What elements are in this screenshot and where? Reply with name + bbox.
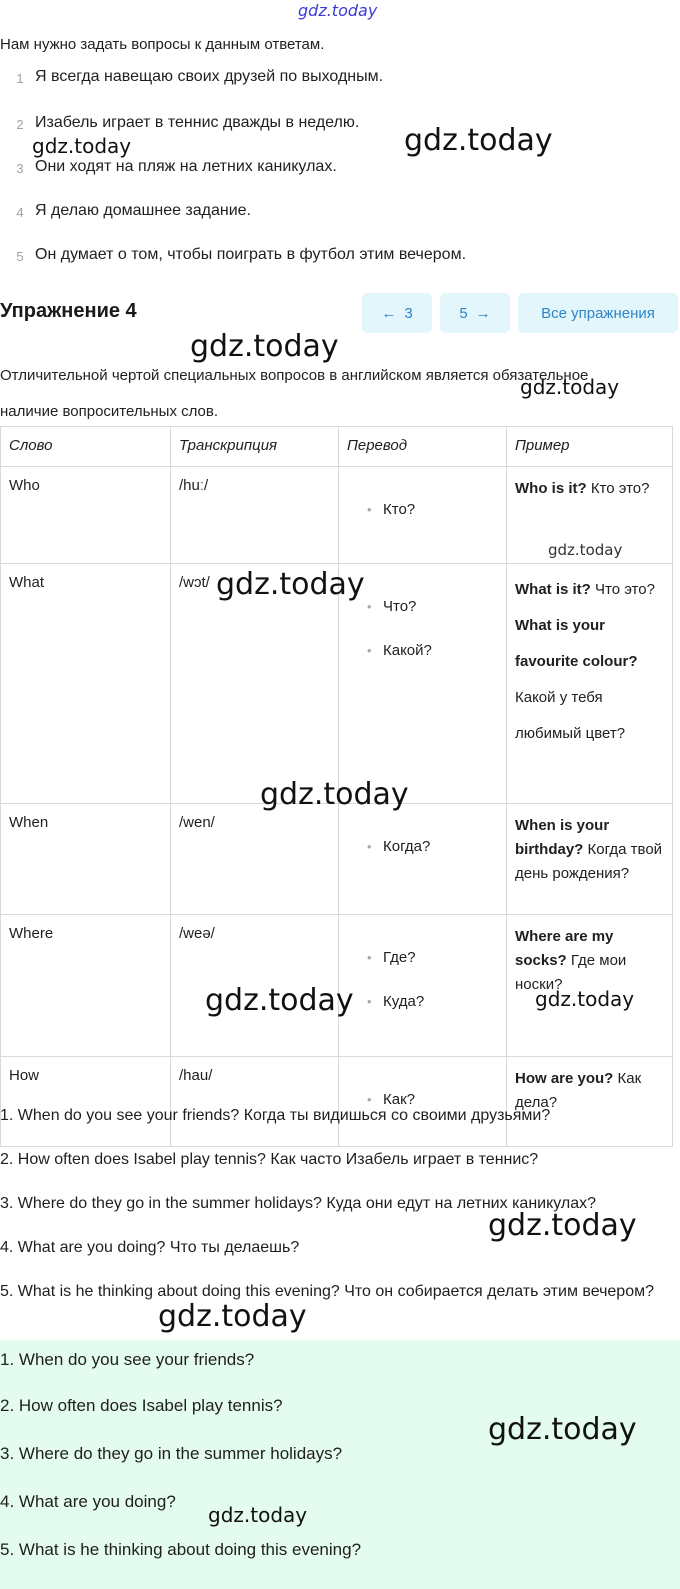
answer-line: 2. How often does Isabel play tennis? — [0, 1396, 283, 1415]
table-header-row — [1, 427, 673, 467]
watermark-text: gdz.today — [548, 541, 623, 559]
answer-line: 5. What is he thinking about doing this evening? Что он собирается делать этим вечером? — [0, 1283, 654, 1300]
answer-line: 1. When do you see your friends? — [0, 1350, 255, 1369]
watermark-text: gdz.today — [520, 375, 620, 399]
transcription-cell: /weə/ — [171, 915, 339, 1057]
next-exercise-label: 5 — [459, 304, 468, 322]
watermark-text: gdz.today — [208, 1503, 308, 1527]
arrow-left-icon: ← — [381, 304, 397, 322]
next-exercise-button[interactable] — [440, 293, 510, 333]
example-translation: Когда твой день рождения? — [515, 841, 663, 882]
transcription-cell: /wɔt/ — [171, 564, 339, 804]
answer-line: 3. Where do they go in the summer holidays? Куда они едут на летних каникулах? — [0, 1195, 597, 1212]
translation-item: • Кто? — [347, 499, 498, 543]
column-header: Слово — [1, 427, 171, 467]
word-cell: When — [1, 804, 171, 915]
watermark-text: gdz.today — [216, 567, 365, 602]
example-translation: Где мои носки? — [515, 952, 627, 993]
arrow-right-icon: → — [475, 304, 491, 322]
prev-exercise-label: 3 — [404, 304, 413, 322]
answer-line: 4. What are you doing? — [0, 1492, 176, 1511]
example-translation: Как дела? — [515, 1070, 642, 1111]
answer-line: 3. Where do they go in the summer holidays? — [0, 1444, 343, 1463]
watermark-text: gdz.today — [32, 134, 132, 158]
example-bold: What is your favourite colour? — [515, 617, 638, 670]
translation-cell — [339, 915, 507, 1057]
list-number: 2 — [16, 117, 24, 132]
example-translation: Что это? — [590, 581, 655, 598]
answers-with-translation — [0, 1094, 680, 1310]
list-text: Они ходят на пляж на летних каникулах. — [35, 158, 337, 175]
translation-item: • Где? — [347, 947, 498, 991]
translation-item: • Куда? — [347, 991, 498, 1035]
answer-line: 2. How often does Isabel play tennis? Как часто Изабель играет в теннис? — [0, 1151, 539, 1168]
example-bold: Who is it? — [515, 480, 587, 497]
example-cell — [507, 915, 673, 1057]
example-cell — [507, 804, 673, 915]
transcription-cell: /wen/ — [171, 804, 339, 915]
word-cell: What — [1, 564, 171, 804]
list-number: 1 — [16, 71, 24, 86]
column-header: Транскрипция — [171, 427, 339, 467]
table-row — [1, 804, 673, 915]
translation-item: • Как? — [347, 1089, 498, 1133]
example-bold: When is your birthday? — [515, 817, 610, 858]
all-exercises-label: Все упражнения — [541, 304, 655, 322]
list-text: Я всегда навещаю своих друзей по выходным. — [35, 68, 384, 85]
list-text: Изабель играет в теннис дважды в неделю. — [35, 114, 360, 131]
list-number: 4 — [16, 205, 24, 220]
all-exercises-button[interactable] — [518, 293, 678, 333]
example-translation: Кто это? — [586, 480, 650, 497]
list-text: Он думает о том, чтобы поиграть в футбол этим вечером. — [35, 246, 467, 263]
column-header: Пример — [507, 427, 673, 467]
answer-box — [0, 1340, 680, 1589]
example-bold: Where are my socks? — [515, 928, 614, 969]
watermark-text: gdz.today — [205, 983, 354, 1018]
word-cell: How — [1, 1057, 171, 1147]
example-translation: Какой у тебя любимый цвет? — [515, 689, 626, 742]
word-cell: Who — [1, 467, 171, 564]
translation-item: • Какой? — [347, 640, 498, 684]
explanation-paragraph: Отличительной чертой специальных вопросов в английском является обязательное наличие вопросительных слов. — [0, 367, 589, 420]
column-header: Перевод — [339, 427, 507, 467]
site-watermark: gdz.today — [298, 1, 378, 20]
watermark-text: gdz.today — [404, 123, 553, 158]
task-intro: Нам нужно задать вопросы к данным ответам. — [0, 36, 325, 53]
watermark-text: gdz.today — [190, 329, 339, 364]
watermark-text: gdz.today — [488, 1412, 637, 1447]
watermark-text: gdz.today — [488, 1208, 637, 1243]
list-text: Я делаю домашнее задание. — [35, 202, 252, 219]
translation-item: • Когда? — [347, 836, 498, 880]
watermark-text: gdz.today — [260, 777, 409, 812]
translation-cell — [339, 804, 507, 915]
word-cell: Where — [1, 915, 171, 1057]
list-number: 3 — [16, 161, 24, 176]
example-bold: How are you? — [515, 1070, 614, 1087]
translation-item: • Что? — [347, 596, 498, 640]
translation-cell — [339, 467, 507, 564]
answer-line: 1. When do you see your friends? Когда ты видишься со своими друзьями? — [0, 1107, 551, 1124]
prev-exercise-button[interactable] — [362, 293, 432, 333]
watermark-text: gdz.today — [158, 1299, 307, 1334]
example-bold: What is it? — [515, 581, 591, 598]
answer-line: 4. What are you doing? Что ты делаешь? — [0, 1239, 300, 1256]
exercise-title: Упражнение 4 — [0, 300, 137, 322]
list-number: 5 — [16, 249, 24, 264]
example-cell — [507, 564, 673, 804]
transcription-cell: /huː/ — [171, 467, 339, 564]
answer-line: 5. What is he thinking about doing this evening? — [0, 1540, 362, 1559]
watermark-text: gdz.today — [535, 987, 635, 1011]
transcription-cell: /hau/ — [171, 1057, 339, 1147]
